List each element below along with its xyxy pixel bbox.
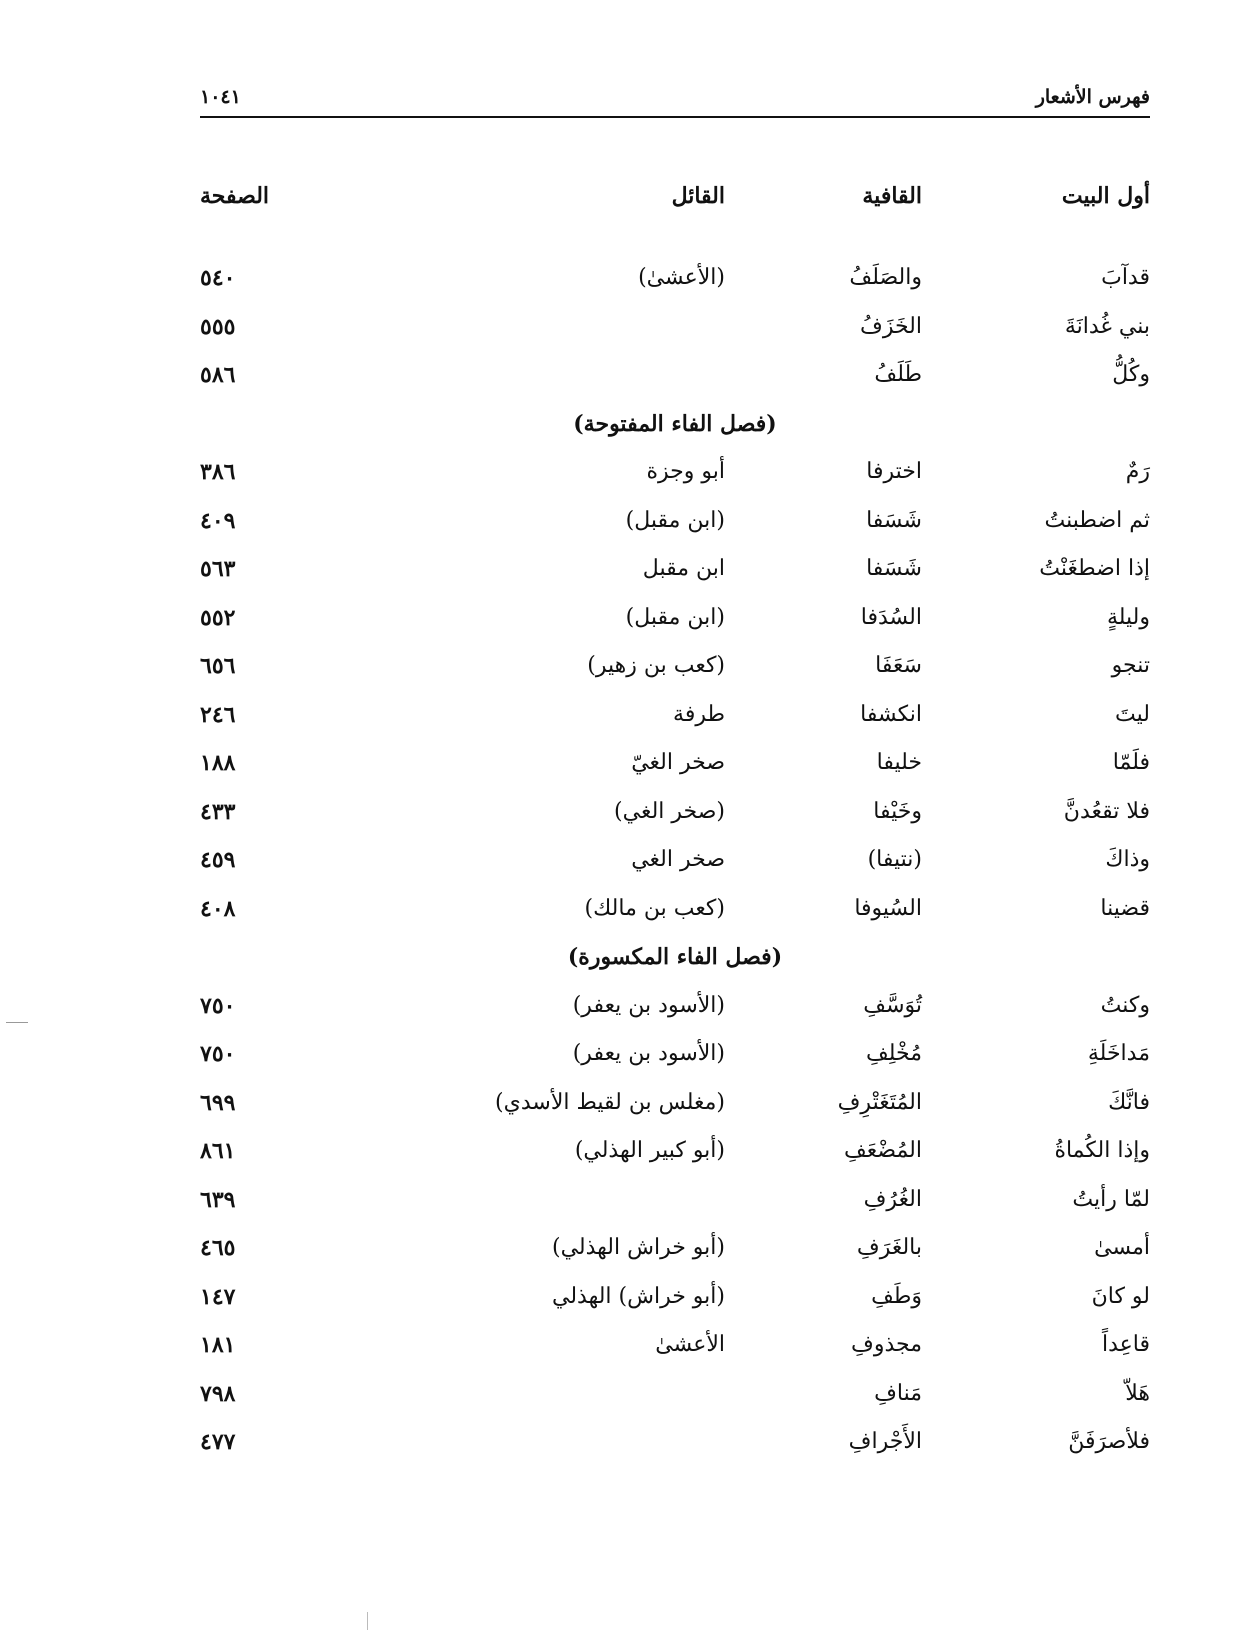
verse-rhyme: تُوَسَّفِ (863, 992, 922, 1018)
verse-opening: وإذا الكُماةُ (1054, 1138, 1150, 1163)
table-row (200, 792, 1150, 841)
verse-poet: (الأسود بن يعفر) (572, 1041, 725, 1066)
table-row (200, 646, 1150, 695)
verse-poet: (أبو خراش الهذلي) (551, 1235, 725, 1260)
verse-rhyme: وخَيْفا (873, 798, 922, 824)
verse-rhyme: خليفا (876, 750, 922, 775)
verse-page: ٥٤٠ (200, 265, 236, 291)
verse-page: ٥٥٥ (200, 313, 236, 340)
verse-poet: (كعب بن زهير) (587, 653, 725, 678)
verse-opening: قاعِداً (1101, 1332, 1150, 1357)
verse-opening: قدآبَ (1101, 265, 1150, 290)
verse-page: ٤٧٧ (200, 1429, 236, 1455)
verse-rhyme: شَسَفا (866, 556, 922, 581)
verse-opening: رَمٌ (1125, 459, 1150, 484)
verse-poet: الأعشىٰ (655, 1332, 725, 1357)
verse-poet: صخر الغي (631, 847, 725, 872)
scan-margin-mark (6, 1022, 28, 1023)
verse-rhyme: وَطَفِ (871, 1283, 922, 1309)
running-head-title: فهرس الأشعار (1035, 86, 1150, 108)
verse-opening: بني غُدانَةَ (1064, 313, 1150, 339)
verse-rhyme: السُيوفا (854, 895, 922, 921)
verse-opening: فانَّكَ (1108, 1089, 1150, 1115)
verse-opening: وليلةٍ (1106, 604, 1150, 630)
verse-poet: (صخر الغي) (614, 798, 725, 824)
verse-page: ٤٥٩ (200, 847, 236, 873)
table-row (200, 355, 1150, 404)
table-row (200, 1277, 1150, 1326)
table-row (200, 549, 1150, 598)
section-heading-row (200, 404, 1150, 453)
verse-rhyme: المُتَغَتْرِفِ (837, 1089, 922, 1115)
table-row (200, 1325, 1150, 1374)
section-heading-kasr: (فصل الفاء المكسورة) (567, 944, 783, 970)
verse-opening: أمسىٰ (1094, 1235, 1150, 1260)
verse-rhyme: شَسَفا (866, 507, 922, 533)
column-header-poet: القائل (671, 183, 725, 209)
verse-page: ٦٣٩ (200, 1186, 236, 1213)
verse-poet: (أبو كبير الهذلي) (574, 1138, 725, 1163)
table-row (200, 1228, 1150, 1277)
verse-page: ٧٥٠ (200, 992, 236, 1019)
verse-rhyme: والصَلَفُ (849, 265, 922, 290)
verse-rhyme: طَلَفُ (874, 362, 922, 387)
verse-rhyme: مَنافِ (874, 1380, 922, 1406)
verse-rhyme: السُدَفا (860, 604, 922, 630)
table-row (200, 1034, 1150, 1083)
verse-page: ٥٥٢ (200, 604, 236, 631)
verse-rhyme: سَعَفَا (875, 653, 922, 678)
table-row (200, 695, 1150, 744)
table-row (200, 452, 1150, 501)
verse-rhyme: مجذوفِ (851, 1332, 922, 1357)
verse-page: ٥٦٣ (200, 556, 236, 582)
verse-opening: ليتَ (1115, 701, 1150, 727)
verse-opening: قضينا (1100, 895, 1150, 921)
verse-index-table (200, 176, 1150, 1471)
section-heading-row (200, 937, 1150, 986)
verse-page: ١٨١ (200, 1332, 236, 1358)
table-row (200, 258, 1150, 307)
verse-opening: فلَمّا (1112, 750, 1150, 775)
table-row (200, 1083, 1150, 1132)
verse-page: ٧٩٨ (200, 1380, 236, 1407)
verse-page: ١٤٧ (200, 1283, 236, 1310)
table-row (200, 501, 1150, 550)
verse-rhyme: انكشفا (860, 701, 922, 727)
verse-rhyme: الغُرُفِ (863, 1186, 922, 1212)
verse-page: ٦٥٦ (200, 653, 236, 679)
table-row (200, 840, 1150, 889)
running-head (200, 84, 1150, 118)
verse-rhyme: اخترفا (866, 459, 922, 484)
verse-opening: فلا تقعُدنَّ (1063, 798, 1150, 824)
verse-page: ٣٨٦ (200, 459, 236, 485)
verse-poet: (كعب بن مالك) (584, 895, 725, 921)
verse-poet: (مغلس بن لقيط الأسدي) (495, 1089, 725, 1115)
verse-page: ٢٤٦ (200, 701, 236, 728)
verse-opening: هَلاّ (1125, 1380, 1150, 1406)
verse-page: ٤٠٨ (200, 895, 236, 922)
verse-opening: وكنتُ (1100, 992, 1150, 1018)
verse-page: ٨٦١ (200, 1138, 236, 1164)
verse-rhyme: المُضْعَفِ (844, 1138, 922, 1163)
table-row (200, 986, 1150, 1035)
verse-poet: صخر الغيّ (631, 750, 725, 775)
verse-rhyme: الخَزَفُ (860, 313, 922, 339)
scan-bottom-mark (367, 1612, 368, 1630)
verse-opening: وذاكَ (1105, 847, 1150, 872)
column-header-rhyme: القافية (862, 183, 922, 209)
column-header-row (200, 176, 1150, 258)
verse-rhyme: (نتيفا) (867, 847, 922, 872)
verse-page: ٤٣٣ (200, 798, 236, 825)
table-row (200, 743, 1150, 792)
verse-opening: فلأصرَفَنَّ (1068, 1429, 1150, 1454)
table-row (200, 1131, 1150, 1180)
section-heading-fath: (فصل الفاء المفتوحة) (573, 410, 777, 437)
verse-page: ٥٨٦ (200, 362, 236, 388)
column-header-first: أول البيت (1061, 183, 1150, 209)
verse-page: ٤٠٩ (200, 507, 236, 534)
verse-opening: تنجو (1111, 653, 1150, 678)
verse-opening: مَداخَلَةِ (1087, 1041, 1150, 1066)
verse-rhyme: الأَجْرافِ (848, 1429, 922, 1454)
table-row (200, 1422, 1150, 1471)
column-header-page: الصفحة (200, 183, 270, 209)
table-row (200, 1374, 1150, 1423)
table-row (200, 598, 1150, 647)
table-row (200, 889, 1150, 938)
page-number: ١٠٤١ (200, 86, 241, 108)
verse-poet: (ابن مقبل) (625, 507, 725, 533)
header-rule (200, 116, 1150, 118)
verse-poet: (ابن مقبل) (625, 604, 725, 630)
verse-opening: لمّا رأيتُ (1072, 1186, 1150, 1212)
table-row (200, 307, 1150, 356)
verse-opening: وكُلُّ (1112, 362, 1150, 387)
verse-rhyme: بالغَرَفِ (856, 1235, 922, 1260)
verse-opening: لو كانَ (1091, 1283, 1150, 1309)
verse-poet: أبو وجزة (646, 459, 725, 484)
verse-page: ١٨٨ (200, 750, 236, 776)
verse-poet: (الأسود بن يعفر) (572, 992, 725, 1018)
verse-page: ٧٥٠ (200, 1041, 236, 1067)
verse-poet: طرفة (673, 701, 725, 727)
verse-poet: (أبو خراش) الهذلي (551, 1283, 725, 1309)
verse-page: ٤٦٥ (200, 1235, 236, 1261)
table-row (200, 1180, 1150, 1229)
verse-opening: ثم اضطبنتُ (1044, 507, 1150, 533)
verse-opening: إذا اضطغَنْتُ (1039, 556, 1150, 581)
verse-page: ٦٩٩ (200, 1089, 236, 1116)
verse-poet: ابن مقبل (642, 556, 725, 581)
verse-rhyme: مُخْلِفِ (865, 1041, 922, 1066)
verse-poet: (الأعشىٰ) (638, 265, 725, 290)
